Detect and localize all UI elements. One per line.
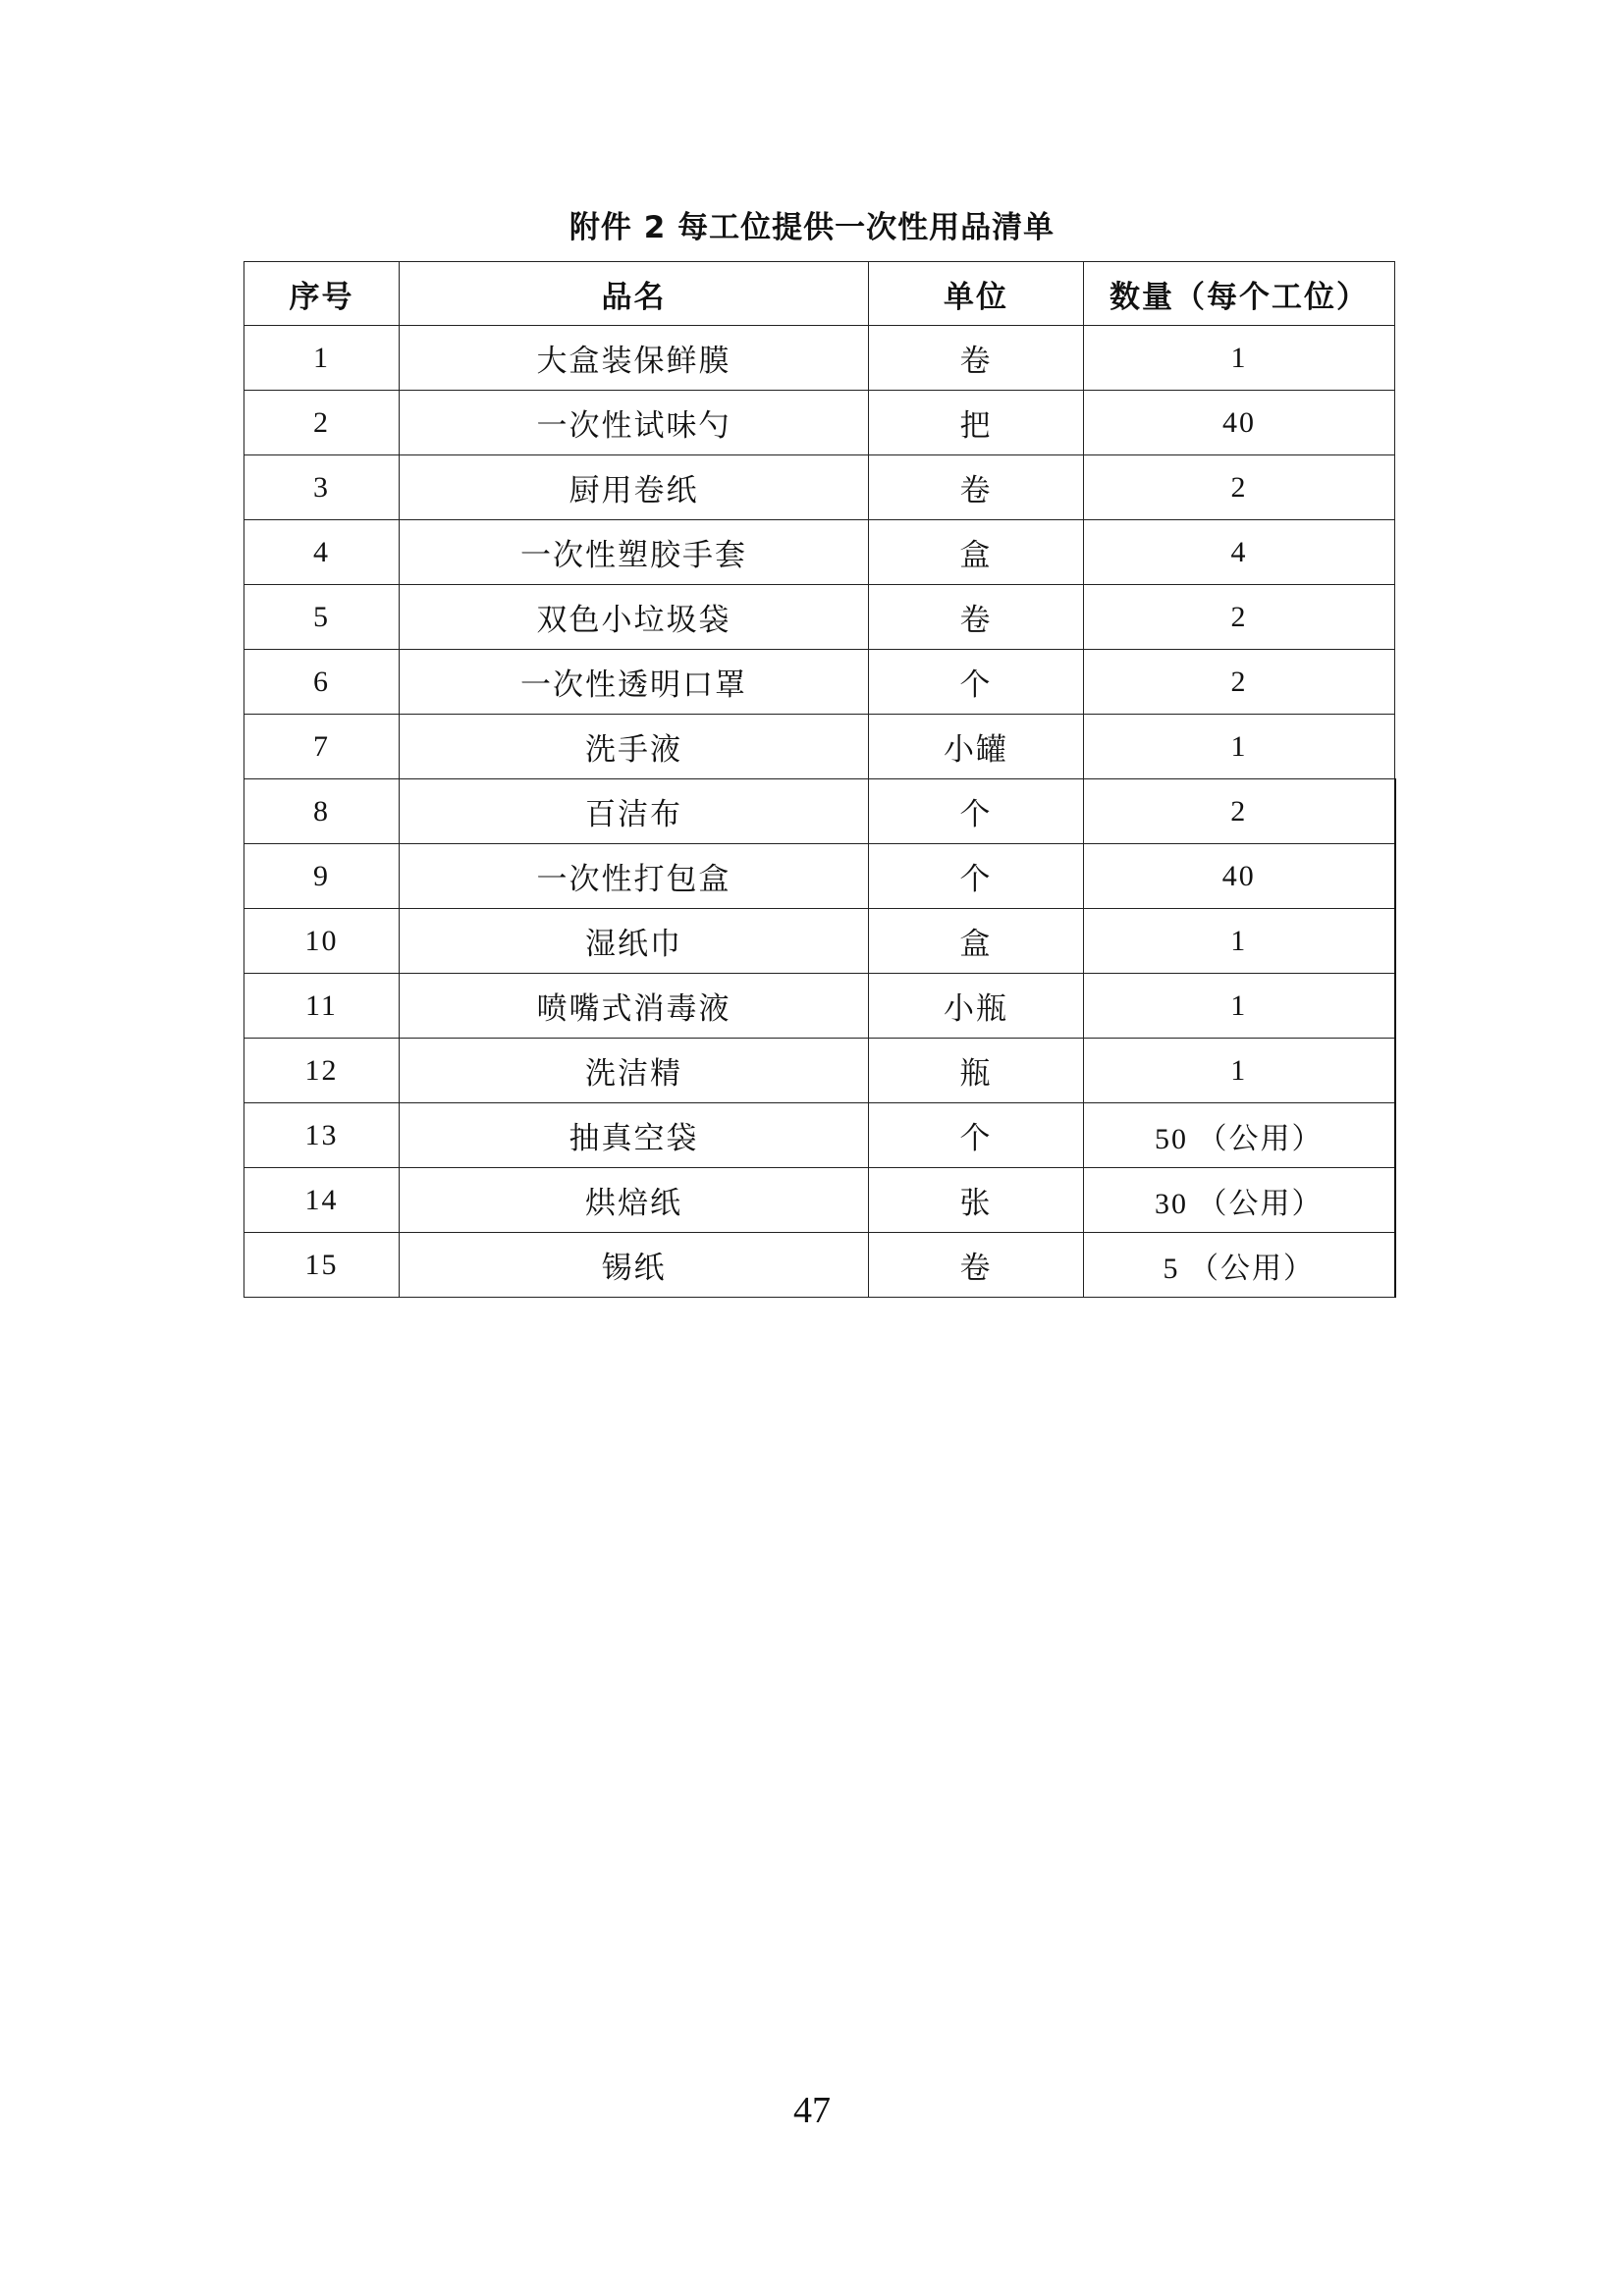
cell-quantity: 1	[1084, 1039, 1395, 1103]
header-serial-number: 序号	[244, 262, 400, 326]
table-row	[244, 1103, 1395, 1168]
cell-serial-number: 4	[244, 520, 400, 585]
cell-serial-number: 6	[244, 650, 400, 715]
cell-unit: 个	[869, 1103, 1084, 1168]
cell-item-name: 双色小垃圾袋	[400, 585, 869, 650]
cell-item-name: 大盒装保鲜膜	[400, 326, 869, 391]
cell-item-name: 一次性塑胶手套	[400, 520, 869, 585]
cell-serial-number: 9	[244, 844, 400, 909]
cell-unit: 卷	[869, 326, 1084, 391]
cell-serial-number: 2	[244, 391, 400, 455]
cell-quantity: 2	[1084, 779, 1395, 844]
cell-unit: 卷	[869, 585, 1084, 650]
cell-quantity: 30 （公用）	[1084, 1168, 1395, 1233]
table-row	[244, 455, 1395, 520]
cell-item-name: 抽真空袋	[400, 1103, 869, 1168]
header-quantity: 数量（每个工位）	[1084, 262, 1395, 326]
cell-item-name: 洗手液	[400, 715, 869, 779]
cell-unit: 把	[869, 391, 1084, 455]
cell-item-name: 锡纸	[400, 1233, 869, 1298]
cell-serial-number: 8	[244, 779, 400, 844]
cell-quantity: 5 （公用）	[1084, 1233, 1395, 1298]
table-row	[244, 974, 1395, 1039]
cell-serial-number: 3	[244, 455, 400, 520]
table-header-row	[244, 262, 1395, 326]
supply-list-table	[244, 261, 1396, 1298]
cell-serial-number: 15	[244, 1233, 400, 1298]
cell-quantity: 2	[1084, 455, 1395, 520]
table-row	[244, 1168, 1395, 1233]
table-row	[244, 844, 1395, 909]
cell-unit: 盒	[869, 520, 1084, 585]
table-row	[244, 715, 1395, 779]
cell-unit: 卷	[869, 1233, 1084, 1298]
cell-unit: 个	[869, 844, 1084, 909]
cell-quantity: 1	[1084, 909, 1395, 974]
cell-item-name: 喷嘴式消毒液	[400, 974, 869, 1039]
table-row	[244, 391, 1395, 455]
table-row	[244, 520, 1395, 585]
cell-serial-number: 5	[244, 585, 400, 650]
cell-item-name: 湿纸巾	[400, 909, 869, 974]
cell-unit: 个	[869, 779, 1084, 844]
cell-unit: 个	[869, 650, 1084, 715]
header-item-name: 品名	[400, 262, 869, 326]
table-row	[244, 326, 1395, 391]
cell-unit: 盒	[869, 909, 1084, 974]
cell-unit: 小瓶	[869, 974, 1084, 1039]
cell-quantity: 2	[1084, 650, 1395, 715]
cell-serial-number: 13	[244, 1103, 400, 1168]
cell-serial-number: 1	[244, 326, 400, 391]
cell-serial-number: 7	[244, 715, 400, 779]
cell-unit: 小罐	[869, 715, 1084, 779]
cell-serial-number: 11	[244, 974, 400, 1039]
table-row	[244, 909, 1395, 974]
cell-quantity: 40	[1084, 391, 1395, 455]
cell-unit: 张	[869, 1168, 1084, 1233]
document-title: 附件 2 每工位提供一次性用品清单	[568, 210, 1056, 245]
cell-serial-number: 10	[244, 909, 400, 974]
table-row	[244, 779, 1395, 844]
cell-item-name: 百洁布	[400, 779, 869, 844]
table-row	[244, 585, 1395, 650]
cell-quantity: 1	[1084, 974, 1395, 1039]
cell-serial-number: 12	[244, 1039, 400, 1103]
cell-serial-number: 14	[244, 1168, 400, 1233]
cell-item-name: 烘焙纸	[400, 1168, 869, 1233]
table-row	[244, 1233, 1395, 1298]
cell-item-name: 一次性打包盒	[400, 844, 869, 909]
cell-quantity: 50 （公用）	[1084, 1103, 1395, 1168]
cell-item-name: 一次性试味勺	[400, 391, 869, 455]
header-unit: 单位	[869, 262, 1084, 326]
table-row	[244, 1039, 1395, 1103]
cell-item-name: 一次性透明口罩	[400, 650, 869, 715]
cell-unit: 卷	[869, 455, 1084, 520]
page-number: 47	[793, 2090, 831, 2131]
cell-quantity: 40	[1084, 844, 1395, 909]
cell-quantity: 4	[1084, 520, 1395, 585]
cell-unit: 瓶	[869, 1039, 1084, 1103]
cell-quantity: 2	[1084, 585, 1395, 650]
table-row	[244, 650, 1395, 715]
cell-quantity: 1	[1084, 326, 1395, 391]
cell-item-name: 洗洁精	[400, 1039, 869, 1103]
cell-quantity: 1	[1084, 715, 1395, 779]
cell-item-name: 厨用卷纸	[400, 455, 869, 520]
